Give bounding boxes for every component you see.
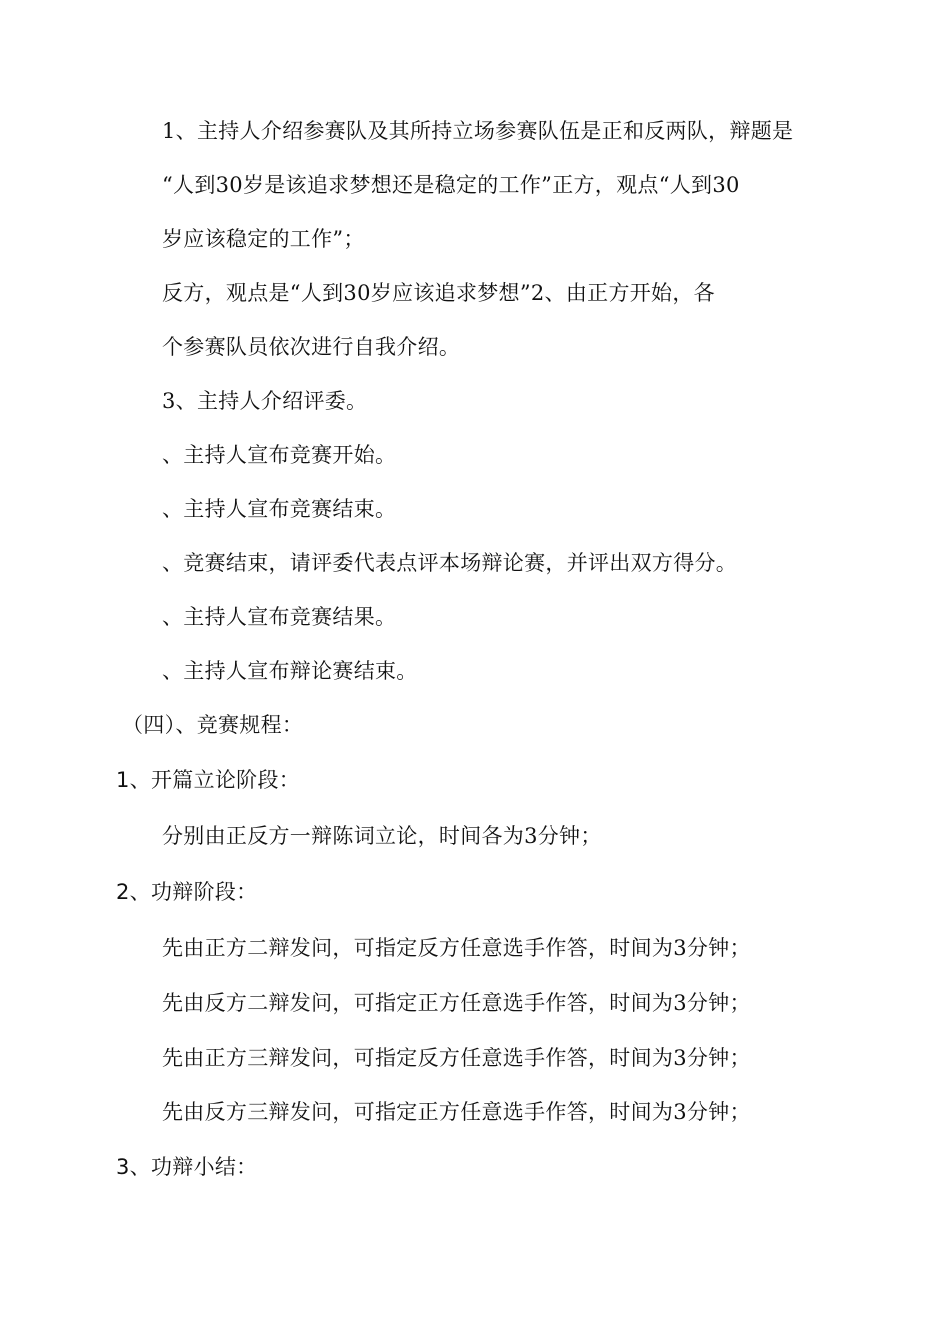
paragraph-line: 、主持人宣布辩论赛结束。 [162,659,418,683]
paragraph-line: “人到30岁是该追求梦想还是稳定的工作”正方，观点“人到30 [162,173,740,197]
step-body: 先由正方二辩发问，可指定反方任意选手作答，时间为3分钟； [162,936,751,960]
paragraph-line: 个参赛队员依次进行自我介绍。 [162,335,461,359]
paragraph-line: 、主持人宣布竞赛结束。 [162,497,397,521]
step-heading [116,1152,257,1182]
paragraph-line: 、主持人宣布竞赛结果。 [162,605,397,629]
paragraph-line: 反方，观点是“人到30岁应该追求梦想”2、由正方开始，各 [162,281,715,305]
step-title: 、功辩阶段： [129,880,258,904]
step-number: 2 [116,880,130,904]
step-number: 3 [116,1155,130,1179]
step-heading [116,877,257,907]
section-heading: （四）、竞赛规程： [122,713,304,737]
paragraph-line: 3、主持人介绍评委。 [162,389,368,413]
paragraph-line: 岁应该稳定的工作”； [162,227,365,251]
step-title: 、功辩小结： [129,1155,258,1179]
step-body: 先由反方二辩发问，可指定正方任意选手作答，时间为3分钟； [162,991,751,1015]
paragraph-line: 1、主持人介绍参赛队及其所持立场参赛队伍是正和反两队，辩题是 [162,119,794,143]
step-title: 、开篇立论阶段： [129,768,301,792]
step-body: 先由反方三辩发问，可指定正方任意选手作答，时间为3分钟； [162,1100,751,1124]
step-number: 1 [116,768,130,792]
step-body: 分别由正反方一辩陈词立论，时间各为3分钟； [162,824,602,848]
paragraph-line: 、主持人宣布竞赛开始。 [162,443,397,467]
paragraph-line: 、竞赛结束，请评委代表点评本场辩论赛，并评出双方得分。 [162,551,738,575]
step-body: 先由正方三辩发问，可指定反方任意选手作答，时间为3分钟； [162,1046,751,1070]
step-heading [116,765,300,795]
